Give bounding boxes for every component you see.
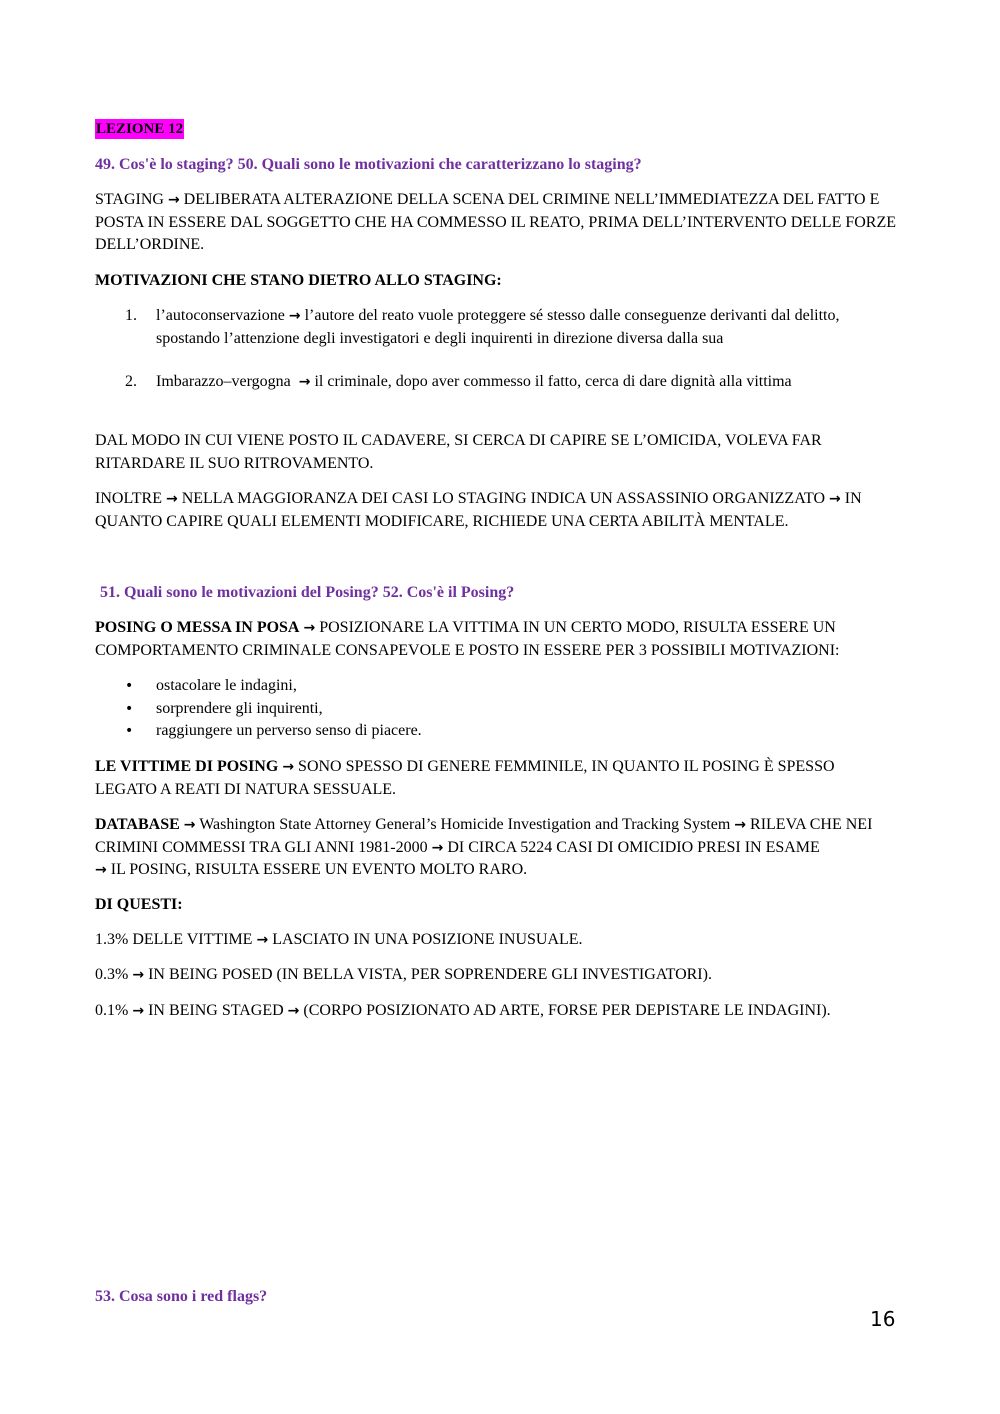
question-51-52 bbox=[100, 582, 905, 605]
arrow-right-icon: → bbox=[298, 374, 311, 390]
stat-text: LASCIATO IN UNA POSIZIONE INUSUALE. bbox=[272, 931, 583, 948]
text-segment: INOLTRE bbox=[95, 490, 162, 507]
question-number: 51. bbox=[100, 584, 120, 601]
arrow-right-icon: → bbox=[287, 1003, 300, 1019]
arrow-right-icon: → bbox=[303, 620, 316, 636]
arrow-right-icon: → bbox=[183, 817, 196, 833]
motivations-list bbox=[95, 305, 900, 394]
question-text: Cos'è il Posing? bbox=[406, 584, 515, 601]
definition-text: POSIZIONARE LA VITTIMA IN UN CERTO MODO, RISULTA ESSERE UN COMPORTAMENTO CRIMINALE CONSAPEVOLE E POSTO IN ESSERE PER 3 POSSIBILI MOTIVAZIONI: bbox=[95, 619, 840, 659]
question-text: Cosa sono i red flags? bbox=[119, 1288, 268, 1305]
di-questi-heading: DI QUESTI: bbox=[95, 896, 183, 913]
item-text: sorprendere gli inquirenti, bbox=[156, 699, 323, 717]
staging-definition bbox=[95, 189, 900, 257]
bullet-icon: • bbox=[125, 723, 134, 739]
term: DATABASE bbox=[95, 816, 180, 833]
stat-text: IN BEING POSED (IN BELLA VISTA, PER SOPRENDERE GLI INVESTIGATORI). bbox=[148, 966, 712, 983]
list-item bbox=[95, 698, 900, 721]
stat-line bbox=[95, 1000, 900, 1023]
arrow-right-icon: → bbox=[256, 932, 269, 948]
question-text: Quali sono le motivazioni che caratterizzano lo staging? bbox=[261, 156, 642, 173]
stat-value: 0.3% bbox=[95, 966, 129, 983]
bullet-icon: • bbox=[125, 678, 134, 694]
database-paragraph bbox=[95, 814, 900, 882]
stat-text: (CORPO POSIZIONATO AD ARTE, FORSE PER DEPISTARE LE INDAGINI). bbox=[303, 1002, 831, 1019]
list-item bbox=[95, 720, 900, 743]
motivations-heading: MOTIVAZIONI CHE STANO DIETRO ALLO STAGING: bbox=[95, 272, 502, 289]
stat-line bbox=[95, 964, 900, 987]
text-segment: NELLA MAGGIORANZA DEI CASI LO STAGING INDICA UN ASSASSINIO ORGANIZZATO bbox=[181, 490, 826, 507]
stat-text: IN BEING STAGED bbox=[148, 1002, 284, 1019]
posing-reasons-list bbox=[95, 675, 900, 743]
stat-line bbox=[95, 929, 900, 952]
inoltre-paragraph bbox=[95, 488, 900, 533]
list-number: 2. bbox=[125, 373, 137, 390]
text-segment: IN QUANTO CAPIRE QUALI ELEMENTI MODIFICARE, RICHIEDE UNA CERTA ABILITÀ MENTALE. bbox=[95, 490, 862, 530]
lesson-label: LEZIONE 12 bbox=[96, 121, 184, 137]
question-text: Cos'è lo staging? 50. bbox=[119, 156, 258, 173]
arrow-right-icon: → bbox=[167, 192, 180, 208]
text-segment: IL POSING, RISULTA ESSERE UN EVENTO MOLTO RARO. bbox=[110, 861, 528, 878]
item-text: ostacolare le indagini, bbox=[156, 677, 297, 694]
question-number: 49. bbox=[95, 156, 115, 173]
bullet-icon: • bbox=[125, 700, 134, 717]
list-item bbox=[95, 675, 900, 698]
question-text: Quali sono le motivazioni del Posing? 52. bbox=[124, 584, 403, 601]
term: POSING O MESSA IN POSA bbox=[95, 619, 300, 636]
arrow-right-icon: → bbox=[165, 491, 178, 507]
item-text: raggiungere un perverso senso di piacere. bbox=[156, 722, 422, 739]
list-item bbox=[95, 371, 900, 394]
stat-value: 1.3% DELLE VITTIME bbox=[95, 931, 253, 948]
stat-value: 0.1% bbox=[95, 1002, 129, 1019]
question-53 bbox=[95, 1286, 900, 1309]
lesson-heading bbox=[95, 118, 900, 141]
item-term: l’autoconservazione bbox=[156, 307, 285, 324]
victims-paragraph bbox=[95, 756, 900, 801]
arrow-right-icon: → bbox=[132, 967, 145, 983]
term: LE VITTIME DI POSING bbox=[95, 758, 279, 775]
arrow-right-icon: → bbox=[288, 308, 301, 324]
item-text: il criminale, dopo aver commesso il fatto, cerca di dare dignità alla vittima bbox=[314, 373, 792, 390]
list-item bbox=[95, 305, 900, 350]
arrow-right-icon: → bbox=[132, 1003, 145, 1019]
item-term: Imbarazzo–vergogna bbox=[156, 373, 291, 390]
arrow-right-icon: → bbox=[829, 491, 841, 507]
item-text: l’autore del reato vuole proteggere sé stesso dalle conseguenze derivanti dal delitto, spostando l’attenzione degli investigatori e degli inquirenti in direzione diversa dalla sua bbox=[156, 307, 840, 347]
arrow-right-icon: → bbox=[431, 839, 444, 856]
text-segment: Washington State Attorney General’s Homicide Investigation and Tracking System bbox=[199, 816, 731, 833]
text-segment: RILEVA CHE NEI CRIMINI COMMESSI TRA GLI ANNI 1981-2000 bbox=[95, 816, 873, 856]
list-number: 1. bbox=[125, 307, 137, 324]
arrow-right-icon: → bbox=[95, 862, 107, 878]
page-number: 16 bbox=[870, 1307, 896, 1331]
definition-text: SONO SPESSO DI GENERE FEMMINILE, IN QUANTO IL POSING È SPESSO LEGATO A REATI DI NATURA SESSUALE. bbox=[95, 758, 835, 798]
arrow-right-icon: → bbox=[282, 759, 295, 775]
question-49-50 bbox=[95, 154, 900, 177]
text-segment: DI CIRCA 5224 CASI DI OMICIDIO PRESI IN ESAME bbox=[447, 838, 820, 856]
cadavere-paragraph: DAL MODO IN CUI VIENE POSTO IL CADAVERE, SI CERCA DI CAPIRE SE L’OMICIDA, VOLEVA FAR RITARDARE IL SUO RITROVAMENTO. bbox=[95, 432, 822, 472]
arrow-right-icon: → bbox=[734, 817, 747, 833]
question-number: 53. bbox=[95, 1288, 115, 1305]
term: STAGING bbox=[95, 191, 164, 208]
definition-text: DELIBERATA ALTERAZIONE DELLA SCENA DEL CRIMINE NELL’IMMEDIATEZZA DEL FATTO E POSTA IN ESSERE DAL SOGGETTO CHE HA COMMESSO IL REATO, PRIMA DELL’INTERVENTO DELLE FORZE DELL’ORDINE. bbox=[95, 191, 897, 253]
posing-definition bbox=[95, 617, 900, 662]
